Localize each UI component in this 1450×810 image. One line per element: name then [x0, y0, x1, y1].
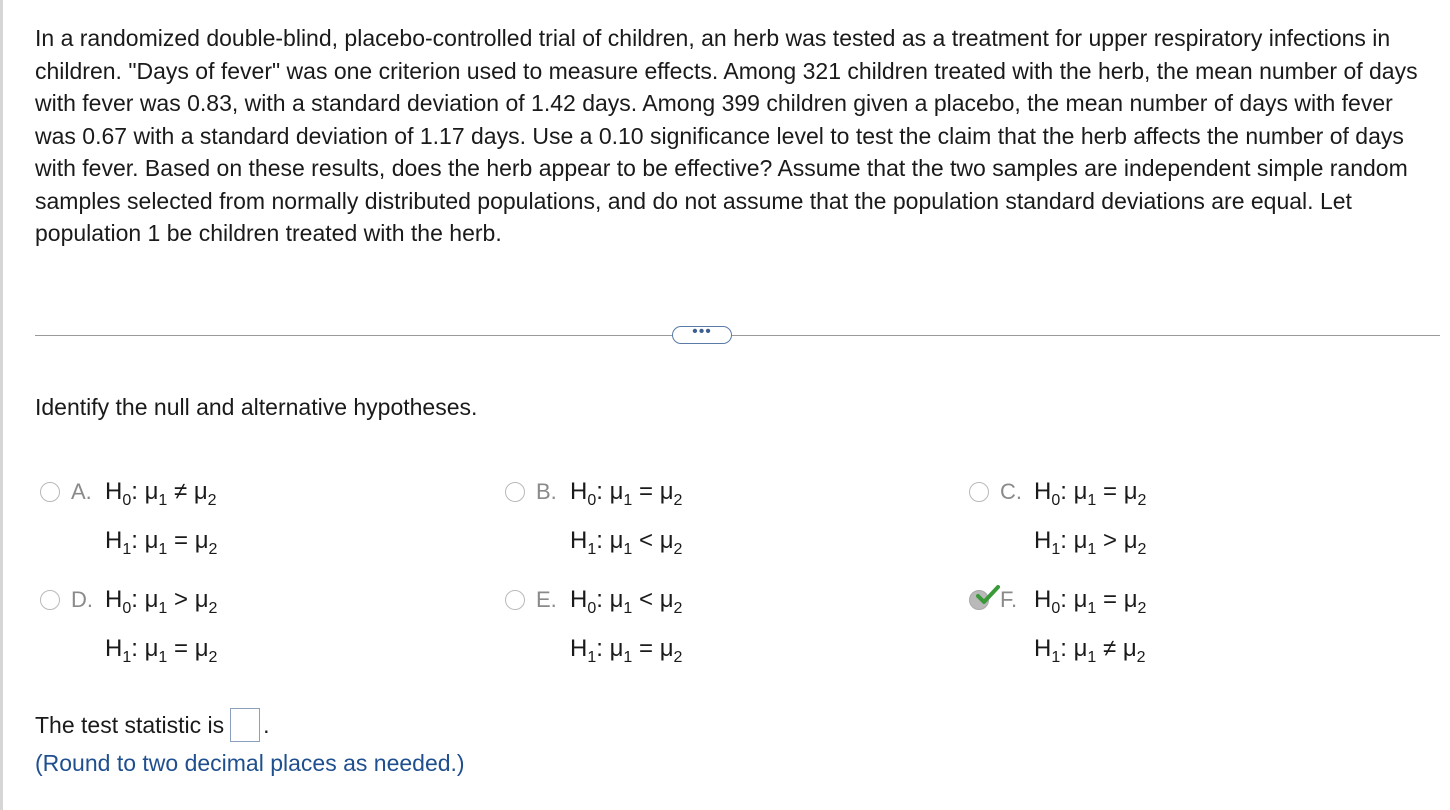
null-hypothesis: $H_0$: $\mu_1 = \mu_2$: [570, 478, 683, 509]
option-e[interactable]: [505, 585, 682, 675]
answer-suffix: .: [263, 711, 270, 738]
alternative-hypothesis: $H_1$: $\mu_1 = \mu_2$: [105, 635, 218, 666]
alternative-hypothesis: $H_1$: $\mu_1 < \mu_2$: [570, 527, 683, 558]
radio-button-selected[interactable]: [969, 590, 989, 610]
radio-button[interactable]: [40, 590, 60, 610]
radio-button[interactable]: [505, 590, 525, 610]
option-letter: B.: [536, 479, 557, 504]
option-f[interactable]: [969, 585, 1146, 675]
null-hypothesis: $H_0$: $\mu_1 = \mu_2$: [1034, 478, 1147, 509]
option-b[interactable]: [505, 477, 682, 567]
expand-more-button[interactable]: •••: [672, 326, 732, 344]
null-hypothesis: $H_0$: $\mu_1 < \mu_2$: [570, 586, 683, 617]
null-hypothesis: $H_0$: $\mu_1 = \mu_2$: [1034, 586, 1147, 617]
option-d[interactable]: [40, 585, 217, 675]
null-hypothesis: $H_0$: $\mu_1 \ne \mu_2$: [105, 478, 217, 509]
radio-button[interactable]: [40, 482, 60, 502]
alternative-hypothesis: $H_1$: $\mu_1 = \mu_2$: [570, 635, 683, 666]
answer-line: [35, 708, 270, 742]
option-letter: E.: [536, 587, 557, 612]
alternative-hypothesis: $H_1$: $\mu_1 \ne \mu_2$: [1034, 635, 1146, 666]
answer-prefix: The test statistic is: [35, 711, 225, 738]
alternative-hypothesis: $H_1$: $\mu_1 = \mu_2$: [105, 527, 218, 558]
option-a[interactable]: [40, 477, 217, 567]
option-letter: A.: [71, 479, 92, 504]
rounding-hint: (Round to two decimal places as needed.): [35, 750, 465, 776]
option-letter: C.: [1000, 479, 1022, 504]
question-text: In a randomized double-blind, placebo-controlled trial of children, an herb was tested as a treatment for upper respiratory infections in children. "Days of fever" was one criterion used to measure effects. Among 321 children treated with the herb, the mean number of days with fever was 0.83, with a standard deviation of 1.42 days. Among 399 children given a placebo, the mean number of days with fever was 0.67 with a standard deviation of 1.17 days. Use a 0.10 significance level to test the claim that the herb affects the number of days with fever. Based on these results, does the herb appear to be effective? Assume that the two samples are independent simple random samples selected from normally distributed populations, and do not assume that the population standard deviations are equal. Let population 1 be children treated with the herb.: [35, 25, 1418, 246]
prompt-text: Identify the null and alternative hypotheses.: [35, 394, 478, 420]
option-letter: D.: [71, 587, 93, 612]
null-hypothesis: $H_0$: $\mu_1 > \mu_2$: [105, 586, 218, 617]
radio-button[interactable]: [969, 482, 989, 502]
option-letter: F.: [1000, 587, 1018, 612]
checkmark-icon: [976, 585, 1000, 605]
alternative-hypothesis: $H_1$: $\mu_1 > \mu_2$: [1034, 527, 1147, 558]
section-divider: [35, 335, 1440, 336]
option-c[interactable]: [969, 477, 1146, 567]
test-statistic-input[interactable]: [230, 708, 260, 742]
left-edge-border: [0, 0, 3, 810]
radio-button[interactable]: [505, 482, 525, 502]
